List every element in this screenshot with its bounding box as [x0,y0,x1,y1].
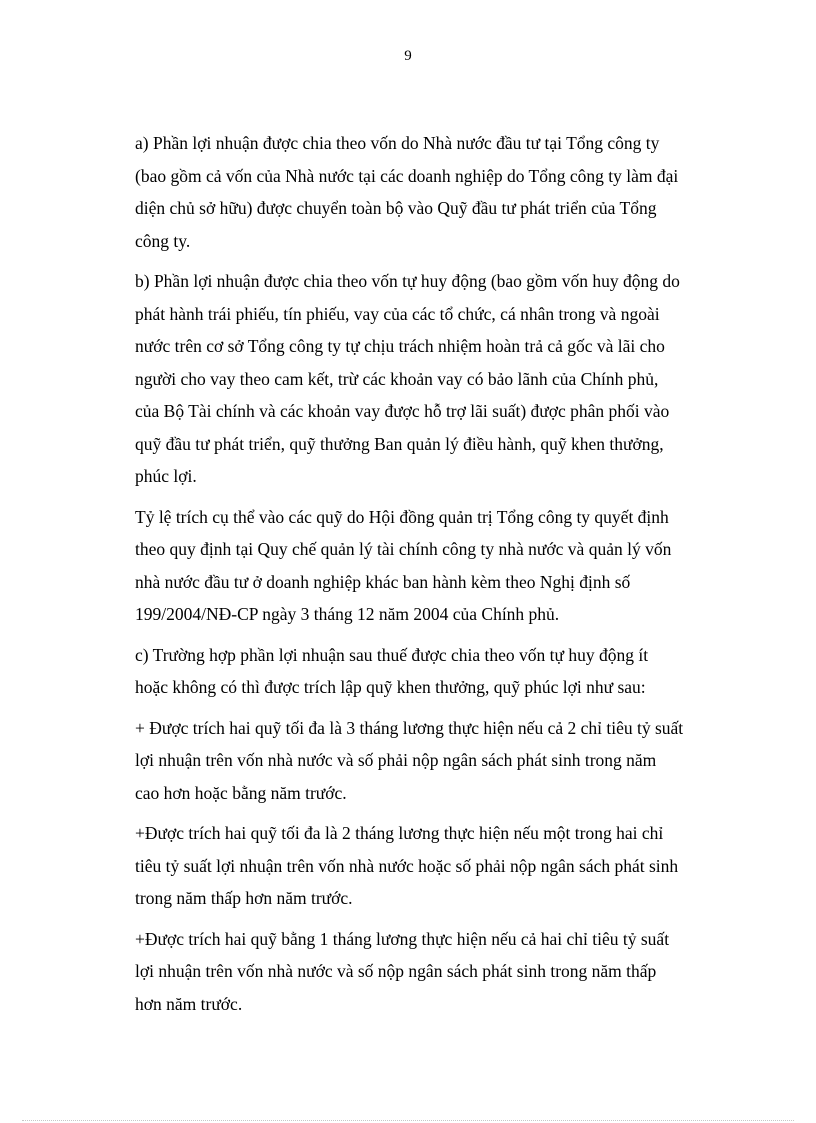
text-line: phát hành trái phiếu, tín phiếu, vay của các tổ chức, cá nhân trong và ngoài [135,303,660,324]
paragraph-ratio [135,501,725,631]
text-line: nhà nước đầu tư ở doanh nghiệp khác ban hành kèm theo Nghị định số [135,571,631,592]
text-line: hoặc không có thì được trích lập quỹ khen thưởng, quỹ phúc lợi như sau: [135,677,646,697]
text-line: nước trên cơ sở Tổng công ty tự chịu trách nhiệm hoàn trả cả gốc và lãi cho [135,336,665,356]
text-line: theo quy định tại Quy chế quản lý tài chính công ty nhà nước và quản lý vốn [135,539,672,559]
page-bottom-divider [22,1120,794,1121]
text-line: phúc lợi. [135,466,197,486]
text-line: + Được trích hai quỹ tối đa là 3 tháng lương thực hiện nếu cả 2 chỉ tiêu tỷ suất [135,717,684,738]
text-line: của Bộ Tài chính và các khoản vay được hỗ trợ lãi suất) được phân phối vào [135,401,670,421]
text-line: Tỷ lệ trích cụ thể vào các quỹ do Hội đồng quản trị Tổng công ty quyết định [135,506,669,527]
text-line: c) Trường hợp phần lợi nhuận sau thuế được chia theo vốn tự huy động ít [135,644,649,665]
page-number: 9 [404,48,412,64]
text-line: b) Phần lợi nhuận được chia theo vốn tự huy động (bao gồm vốn huy động do [135,271,680,291]
paragraph-c [135,639,725,704]
text-line: công ty. [135,230,191,251]
text-line: +Được trích hai quỹ bằng 1 tháng lương thực hiện nếu cả hai chỉ tiêu tỷ suất [135,928,670,949]
text-line: diện chủ sở hữu) được chuyển toàn bộ vào Quỹ đầu tư phát triển của Tổng [135,198,657,218]
text-line: 199/2004/NĐ-CP ngày 3 tháng 12 năm 2004 của Chính phủ. [135,604,560,624]
text-line: người cho vay theo cam kết, trừ các khoản vay có bảo lãnh của Chính phủ, [135,368,659,389]
text-line: hơn năm trước. [135,993,243,1014]
document-body [135,127,725,1028]
paragraph-b [135,265,725,493]
text-line: tiêu tỷ suất lợi nhuận trên vốn nhà nước hoặc số phải nộp ngân sách phát sinh [135,855,679,876]
text-line: lợi nhuận trên vốn nhà nước và số phải nộp ngân sách phát sinh trong năm [135,750,657,770]
text-line: cao hơn hoặc bằng năm trước. [135,782,347,803]
paragraph-bullet-1 [135,712,725,810]
text-line: quỹ đầu tư phát triển, quỹ thưởng Ban quản lý điều hành, quỹ khen thưởng, [135,433,664,454]
paragraph-bullet-3 [135,923,725,1021]
text-line: (bao gồm cả vốn của Nhà nước tại các doanh nghiệp do Tổng công ty làm đại [135,165,679,186]
text-line: lợi nhuận trên vốn nhà nước và số nộp ngân sách phát sinh trong năm thấp [135,961,657,981]
paragraph-bullet-2 [135,817,725,915]
text-line: a) Phần lợi nhuận được chia theo vốn do Nhà nước đầu tư tại Tổng công ty [135,133,660,153]
paragraph-a [135,127,725,257]
text-line: +Được trích hai quỹ tối đa là 2 tháng lương thực hiện nếu một trong hai chỉ [135,823,664,843]
text-line: trong năm thấp hơn năm trước. [135,888,353,908]
